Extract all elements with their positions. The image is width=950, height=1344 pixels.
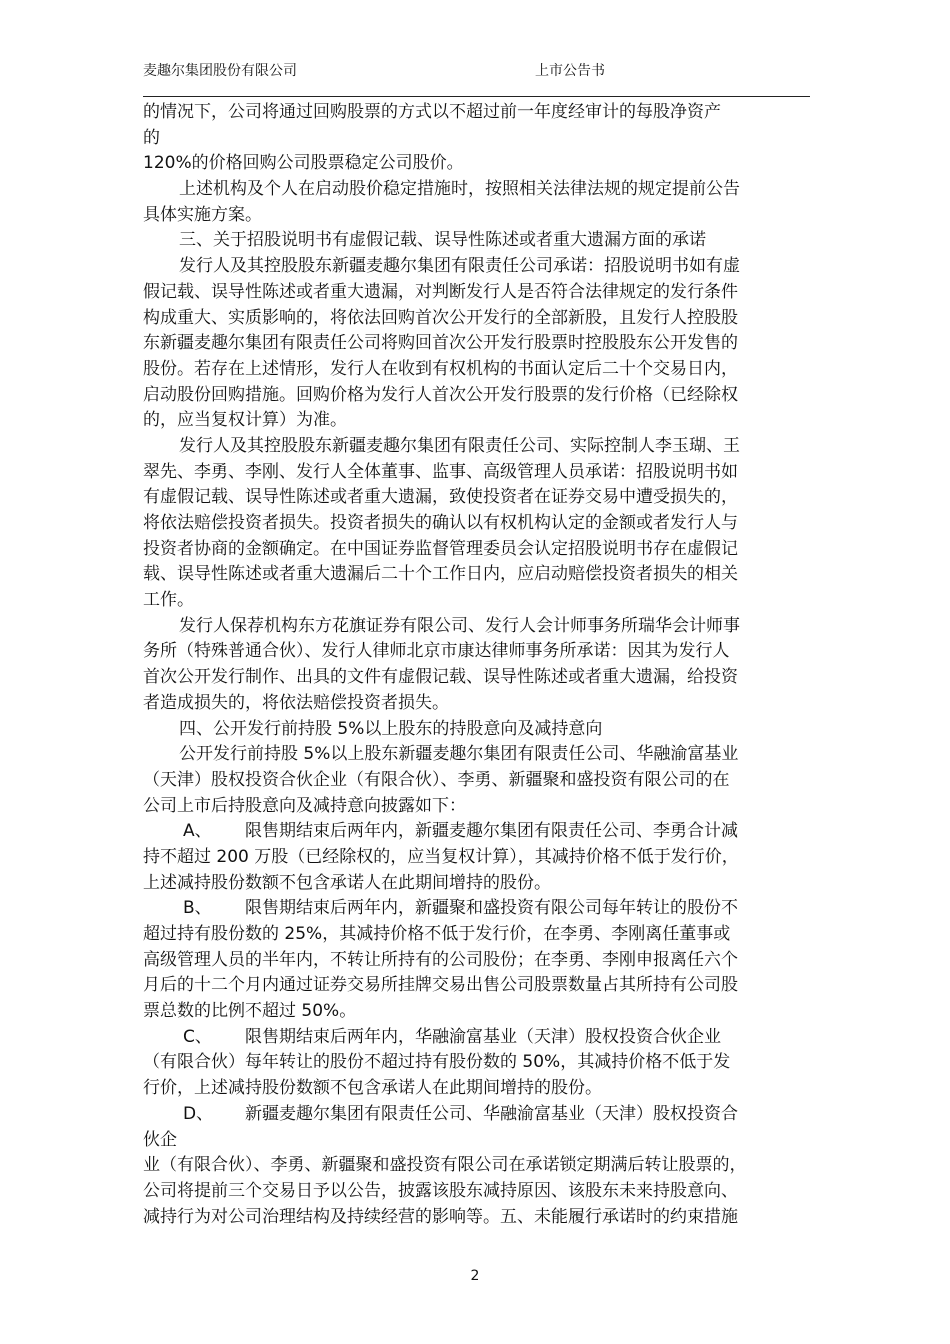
list-item-a	[143, 819, 811, 845]
text-line: 翠先、李勇、李刚、发行人全体董事、监事、高级管理人员承诺：招股说明书如	[143, 461, 738, 482]
text-line: 上述减持股份数额不包含承诺人在此期间增持的股份。	[143, 872, 551, 893]
text-line: 启动股份回购措施。回购价格为发行人首次公开发行股票的发行价格（已经除权	[143, 384, 738, 405]
header-divider	[143, 96, 810, 97]
text-line: 工作。	[143, 590, 194, 611]
text-line: 新疆麦趣尔集团有限责任公司、华融渝富基业（天津）股权投资合	[245, 1103, 738, 1124]
text-line: 公司将提前三个交易日予以公告，披露该股东减持原因、该股东未来持股意向、	[143, 1180, 738, 1201]
text-line: 股份。若存在上述情形，发行人在收到有权机构的书面认定后二十个交易日内，	[143, 358, 738, 379]
text-line: 减持行为对公司治理结构及持续经营的影响等。五、未能履行承诺时的约束措施	[143, 1206, 738, 1227]
text-line: 持不超过 200 万股（已经除权的，应当复权计算），其减持价格不低于发行价，	[143, 846, 739, 867]
text-line: 公司上市后持股意向及减持意向披露如下：	[143, 795, 466, 816]
list-item-d	[143, 1102, 811, 1128]
page-number: 2	[470, 1268, 480, 1284]
header-company: 麦趣尔集团股份有限公司	[143, 63, 297, 79]
text-line: 载、误导性陈述或者重大遗漏后二十个工作日内，应启动赔偿投资者损失的相关	[143, 564, 738, 585]
item-marker: A、	[183, 821, 212, 842]
text-line: 发行人及其控股股东新疆麦趣尔集团有限责任公司、实际控制人李玉瑚、王	[179, 435, 740, 456]
text-line: 投资者协商的金额确定。在中国证券监督管理委员会认定招股说明书存在虚假记	[143, 538, 738, 559]
text-line: 限售期结束后两年内，新疆麦趣尔集团有限责任公司、李勇合计减	[245, 821, 738, 842]
section-heading: 三、关于招股说明书有虚假记载、误导性陈述或者重大遗漏方面的承诺	[179, 230, 706, 251]
text-line: 的，应当复权计算）为准。	[143, 410, 347, 431]
item-marker: D、	[183, 1103, 214, 1124]
text-line: 有虚假记载、误导性陈述或者重大遗漏，致使投资者在证券交易中遭受损失的，	[143, 487, 738, 508]
list-item-b	[143, 896, 811, 922]
text-line: 票总数的比例不超过 50%。	[143, 1001, 357, 1022]
text-line: 构成重大、实质影响的，将依法回购首次公开发行的全部新股，且发行人控股股	[143, 307, 738, 328]
text-line: 上述机构及个人在启动股价稳定措施时，按照相关法律法规的规定提前公告	[179, 179, 740, 200]
text-line: 行价，上述减持股份数额不包含承诺人在此期间增持的股份。	[143, 1078, 602, 1099]
header-doc-type: 上市公告书	[535, 63, 605, 79]
text-line: （天津）股权投资合伙企业（有限合伙）、李勇、新疆聚和盛投资有限公司的在	[143, 769, 730, 790]
text-line: 假记载、误导性陈述或者重大遗漏，对判断发行人是否符合法律规定的发行条件	[143, 281, 738, 302]
text-line: 东新疆麦趣尔集团有限责任公司将购回首次公开发行股票时控股股东公开发售的	[143, 333, 738, 354]
text-line: （有限合伙）每年转让的股份不超过持有股份数的 50%，其减持价格不低于发	[143, 1052, 731, 1073]
body-text	[143, 100, 811, 1230]
list-item-c	[143, 1025, 811, 1051]
text-line: 的	[143, 127, 160, 148]
text-line: 具体实施方案。	[143, 204, 262, 225]
text-line: 120%的价格回购公司股票稳定公司股价。	[143, 153, 464, 174]
text-line: 的情况下，公司将通过回购股票的方式以不超过前一年度经审计的每股净资产	[143, 102, 721, 122]
text-line: 将依法赔偿投资者损失。投资者损失的确认以有权机构认定的金额或者发行人与	[143, 513, 738, 533]
section-heading: 四、公开发行前持股 5%以上股东的持股意向及减持意向	[179, 718, 603, 739]
text-line: 月后的十二个月内通过证券交易所挂牌交易出售公司股票数量占其所持有公司股	[143, 975, 738, 996]
text-line: 限售期结束后两年内，新疆聚和盛投资有限公司每年转让的股份不	[245, 898, 738, 919]
text-line: 首次公开发行制作、出具的文件有虚假记载、误导性陈述或者重大遗漏，给投资	[143, 667, 738, 688]
text-line: 伙企	[143, 1129, 177, 1150]
item-marker: C、	[183, 1026, 212, 1047]
text-line: 发行人保荐机构东方花旗证券有限公司、发行人会计师事务所瑞华会计师事	[179, 615, 740, 636]
text-line: 超过持有股份数的 25%，其减持价格不低于发行价，在李勇、李刚离任董事或	[143, 924, 731, 944]
text-line: 者造成损失的，将依法赔偿投资者损失。	[143, 692, 449, 713]
text-line: 公开发行前持股 5%以上股东新疆麦趣尔集团有限责任公司、华融渝富基业	[179, 744, 739, 765]
text-line: 高级管理人员的半年内，不转让所持有的公司股份；在李勇、李刚申报离任六个	[143, 949, 738, 970]
item-marker: B、	[183, 898, 212, 919]
text-line: 业（有限合伙）、李勇、新疆聚和盛投资有限公司在承诺锁定期满后转让股票的，	[143, 1155, 747, 1176]
text-line: 务所（特殊普通合伙）、发行人律师北京市康达律师事务所承诺：因其为发行人	[143, 641, 730, 662]
text-line: 发行人及其控股股东新疆麦趣尔集团有限责任公司承诺：招股说明书如有虚	[179, 256, 740, 277]
text-line: 限售期结束后两年内，华融渝富基业（天津）股权投资合伙企业	[245, 1026, 721, 1047]
